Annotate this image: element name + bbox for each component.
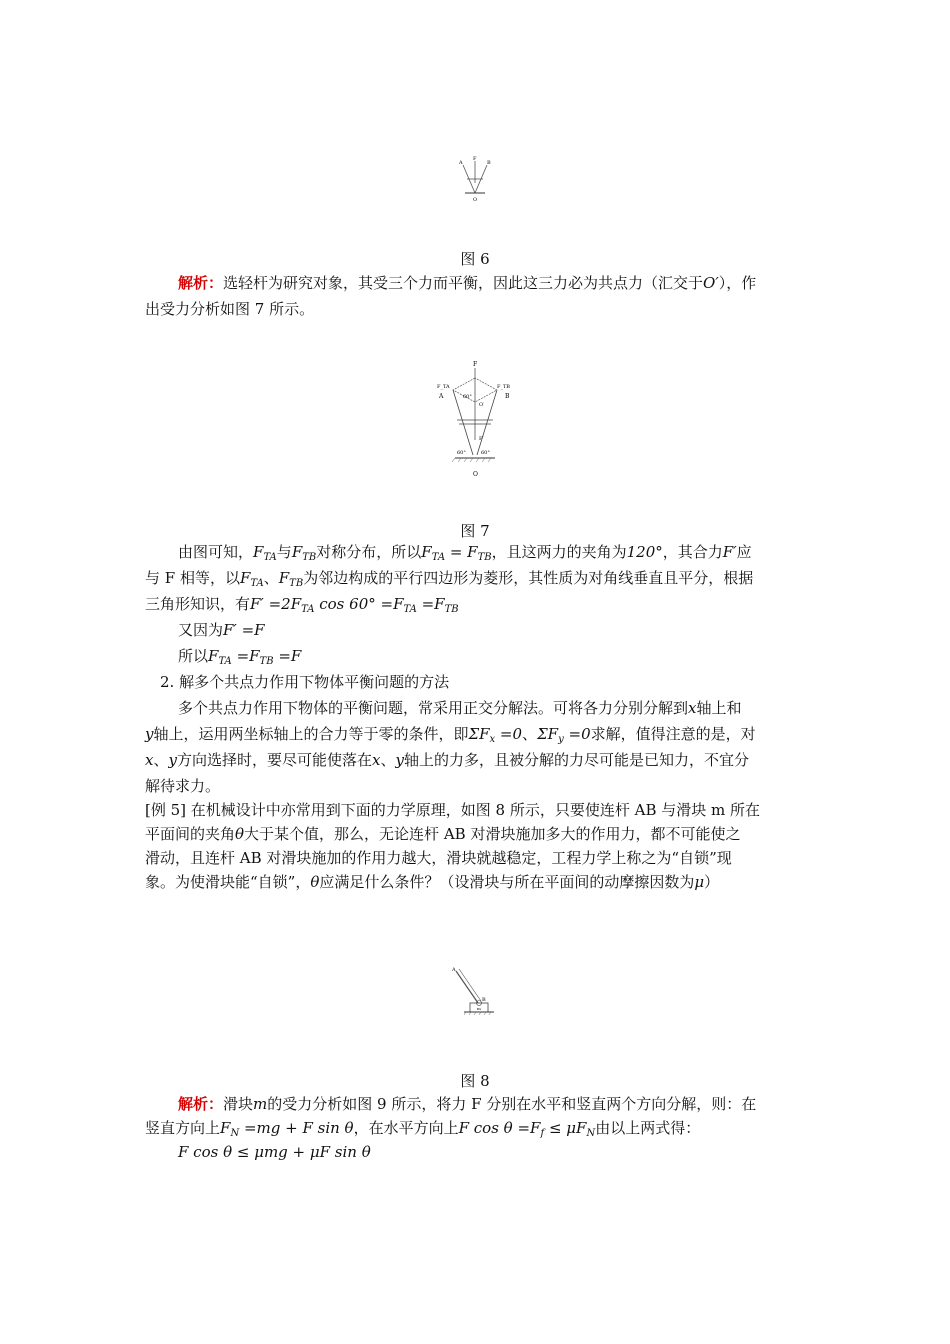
fig6-label-b: B xyxy=(487,160,491,166)
fig7-label-g1: 60° xyxy=(457,450,466,456)
fig7-label-o: O xyxy=(473,471,478,478)
fig6-label-a: A xyxy=(459,160,463,166)
figure-6 xyxy=(0,155,950,205)
fig8-label-b: B xyxy=(482,997,486,1003)
figure-6-diagram xyxy=(455,155,495,205)
figure-6-caption: 图 6 xyxy=(460,250,490,268)
fig7-label-fta: F_TA xyxy=(437,384,450,390)
para2-line4: 又因为F′ =F xyxy=(178,621,265,639)
fig8-label-a: A xyxy=(452,967,456,973)
fig7-label-f: F xyxy=(473,361,478,368)
fig7-label-angle: 60° xyxy=(463,394,472,400)
analysis-label-2: 解析： xyxy=(178,1095,224,1113)
figure-8 xyxy=(0,965,950,1025)
section2-line4: 解待求力。 xyxy=(145,777,221,795)
para3-line1: 解析：滑块m的受力分析如图 9 所示，将力 F 分别在水平和竖直两个方向分解，则：在 xyxy=(178,1095,757,1113)
fig7-label-ftb: F_TB xyxy=(497,384,510,390)
analysis-label: 解析： xyxy=(178,274,224,292)
section2-line3: x、y方向选择时，要尽可能使落在x、y轴上的力多，且被分解的力尽可能是已知力，不宜分 xyxy=(145,751,749,769)
para3-line2: 竖直方向上$F_N =mg + F$ sin θ，在水平方向上F $\cos \theta =F_f \le \mu F_N$由以上两式得： xyxy=(145,1119,701,1139)
figure-7 xyxy=(0,360,950,480)
example5-line3: 滑动，且连杆 AB 对滑块施加的作用力越大，滑块就越稳定，工程力学上称之为“自锁”现 xyxy=(145,849,732,867)
section2-line2: y轴上，运用两坐标轴上的合力等于零的条件，即$\Sigma F_x =0$、$\Sigma F_y =0$求解，值得注意的是，对 xyxy=(145,725,756,745)
fig7-label-oprime: O′ xyxy=(479,402,485,408)
fig6-label-o: O xyxy=(473,197,478,203)
figure-8-caption: 图 8 xyxy=(460,1072,490,1090)
para1-line2: 出受力分析如图 7 所示。 xyxy=(145,300,315,318)
para2-line1: 由图可知，$F_{TA}$与$F_{TB}$对称分布，所以$F_{TA} = F_{TB}$，且这两力的夹角为120°，其合力F′应 xyxy=(178,543,752,563)
fig7-label-b: B xyxy=(505,393,510,400)
section2-title: 2. 解多个共点力作用下物体平衡问题的方法 xyxy=(160,673,450,691)
example5-line4: 象。为使滑块能“自锁”，θ应满足什么条件？（设滑块与所在平面间的动摩擦因数为μ） xyxy=(145,873,720,891)
example5-line2: 平面间的夹角θ大于某个值，那么，无论连杆 AB 对滑块施加多大的作用力，都不可能使之 xyxy=(145,825,741,843)
fig7-label-g2: 60° xyxy=(481,450,490,456)
fig7-label-a: A xyxy=(439,393,444,400)
para2-line5: 所以$F_{TA} =F_{TB} =F$ xyxy=(178,647,302,667)
para1-line1: 解析：选轻杆为研究对象，其受三个力而平衡，因此这三力必为共点力（汇交于O′），作 xyxy=(178,274,757,292)
fig7-label-fprime: F′ xyxy=(479,436,484,442)
para2-line2: 与 F 相等，以$F_{TA}$、$F_{TB}$为邻边构成的平行四边形为菱形，其性质为对角线垂直且平分，根据 xyxy=(145,569,754,589)
figure-8-diagram xyxy=(450,965,500,1025)
para2-line3: 三角形知识，有$F' =2F_{TA}$ $\cos 60^\circ =F_{TA} =F_{TB}$ xyxy=(145,595,459,615)
fig8-label-m: m xyxy=(477,1006,481,1011)
section2-line1: 多个共点力作用下物体的平衡问题，常采用正交分解法。可将各力分别分解到x轴上和 xyxy=(178,699,742,717)
fig6-label-f: F xyxy=(473,156,477,162)
figure-7-caption: 图 7 xyxy=(460,522,490,540)
example5-line1: [例 5] 在机械设计中亦常用到下面的力学原理，如图 8 所示，只要使连杆 AB 与滑块 m 所在 xyxy=(145,801,761,819)
figure-7-diagram xyxy=(435,360,515,480)
para3-line3: F cos θ ≤ μmg + μF sin θ xyxy=(178,1143,371,1161)
